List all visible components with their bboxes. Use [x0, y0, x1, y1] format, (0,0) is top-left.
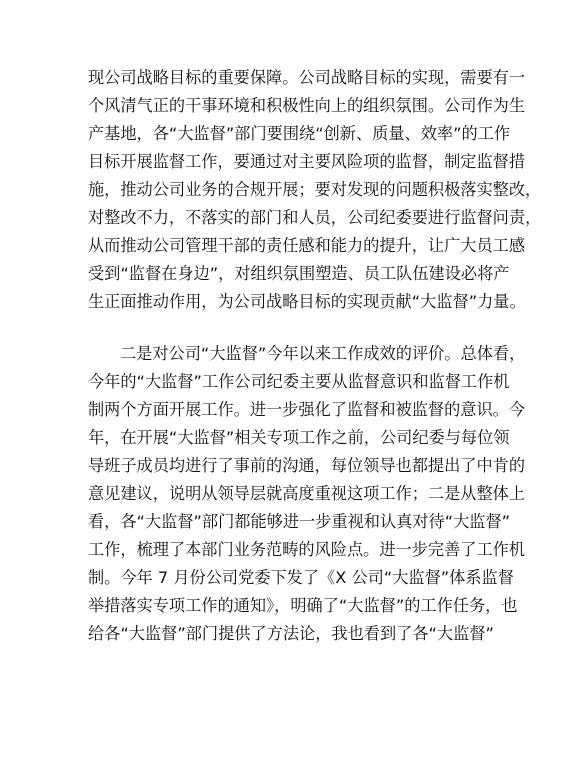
- text-line: 制两个方面开展工作。进一步强化了监督和被监督的意识。今: [88, 400, 526, 419]
- text-line: 生正面推动作用，为公司战略目标的实现贡献“大监督”力量。: [88, 292, 526, 311]
- text-line: 个风清气正的干事环境和积极性向上的组织氛围。公司作为生: [88, 96, 526, 115]
- text-line: 从而推动公司管理干部的责任感和能力的提升，让广大员工感: [88, 236, 526, 255]
- text-line: 制。今年 7 月份公司党委下发了《X 公司“大监督”体系监督: [88, 568, 514, 587]
- text-line: 目标开展监督工作，要通过对主要风险项的监督，制定监督措: [88, 152, 526, 171]
- text-line: 看，各“大监督”部门都能够进一步重视和认真对待“大监督”: [88, 512, 511, 531]
- text-line: 导班子成员均进行了事前的沟通，每位领导也都提出了中肯的: [88, 456, 526, 475]
- text-line: 现公司战略目标的重要保障。公司战略目标的实现，需要有一: [88, 68, 526, 87]
- text-line: 产基地，各“大监督”部门要围绕“创新、质量、效率”的工作: [88, 124, 511, 143]
- text-line: 对整改不力，不落实的部门和人员，公司纪委要进行监督问责，: [88, 208, 542, 227]
- text-line: 受到“监督在身边”，对组织氛围塑造、员工队伍建设必将产: [88, 264, 510, 283]
- paragraph-1: [88, 64, 542, 316]
- text-line: 意见建议，说明从领导层就高度重视这项工作；二是从整体上: [88, 484, 526, 503]
- text-line-first: 二是对公司“大监督”今年以来工作成效的评价。总体看，: [120, 344, 526, 363]
- text-line: 施，推动公司业务的合规开展；要对发现的问题积极落实整改，: [88, 180, 542, 199]
- text-line: 工作，梳理了本部门业务范畴的风险点。进一步完善了工作机: [88, 540, 526, 559]
- paragraph-2: [88, 340, 526, 648]
- text-line: 今年的“大监督”工作公司纪委主要从监督意识和监督工作机: [88, 372, 510, 391]
- text-line: 给各“大监督”部门提供了方法论，我也看到了各“大监督”: [88, 624, 494, 643]
- text-line: 年，在开展“大监督”相关专项工作之前，公司纪委与每位领: [88, 428, 510, 447]
- text-line: 举措落实专项工作的通知》，明确了“大监督”的工作任务，也: [88, 596, 518, 615]
